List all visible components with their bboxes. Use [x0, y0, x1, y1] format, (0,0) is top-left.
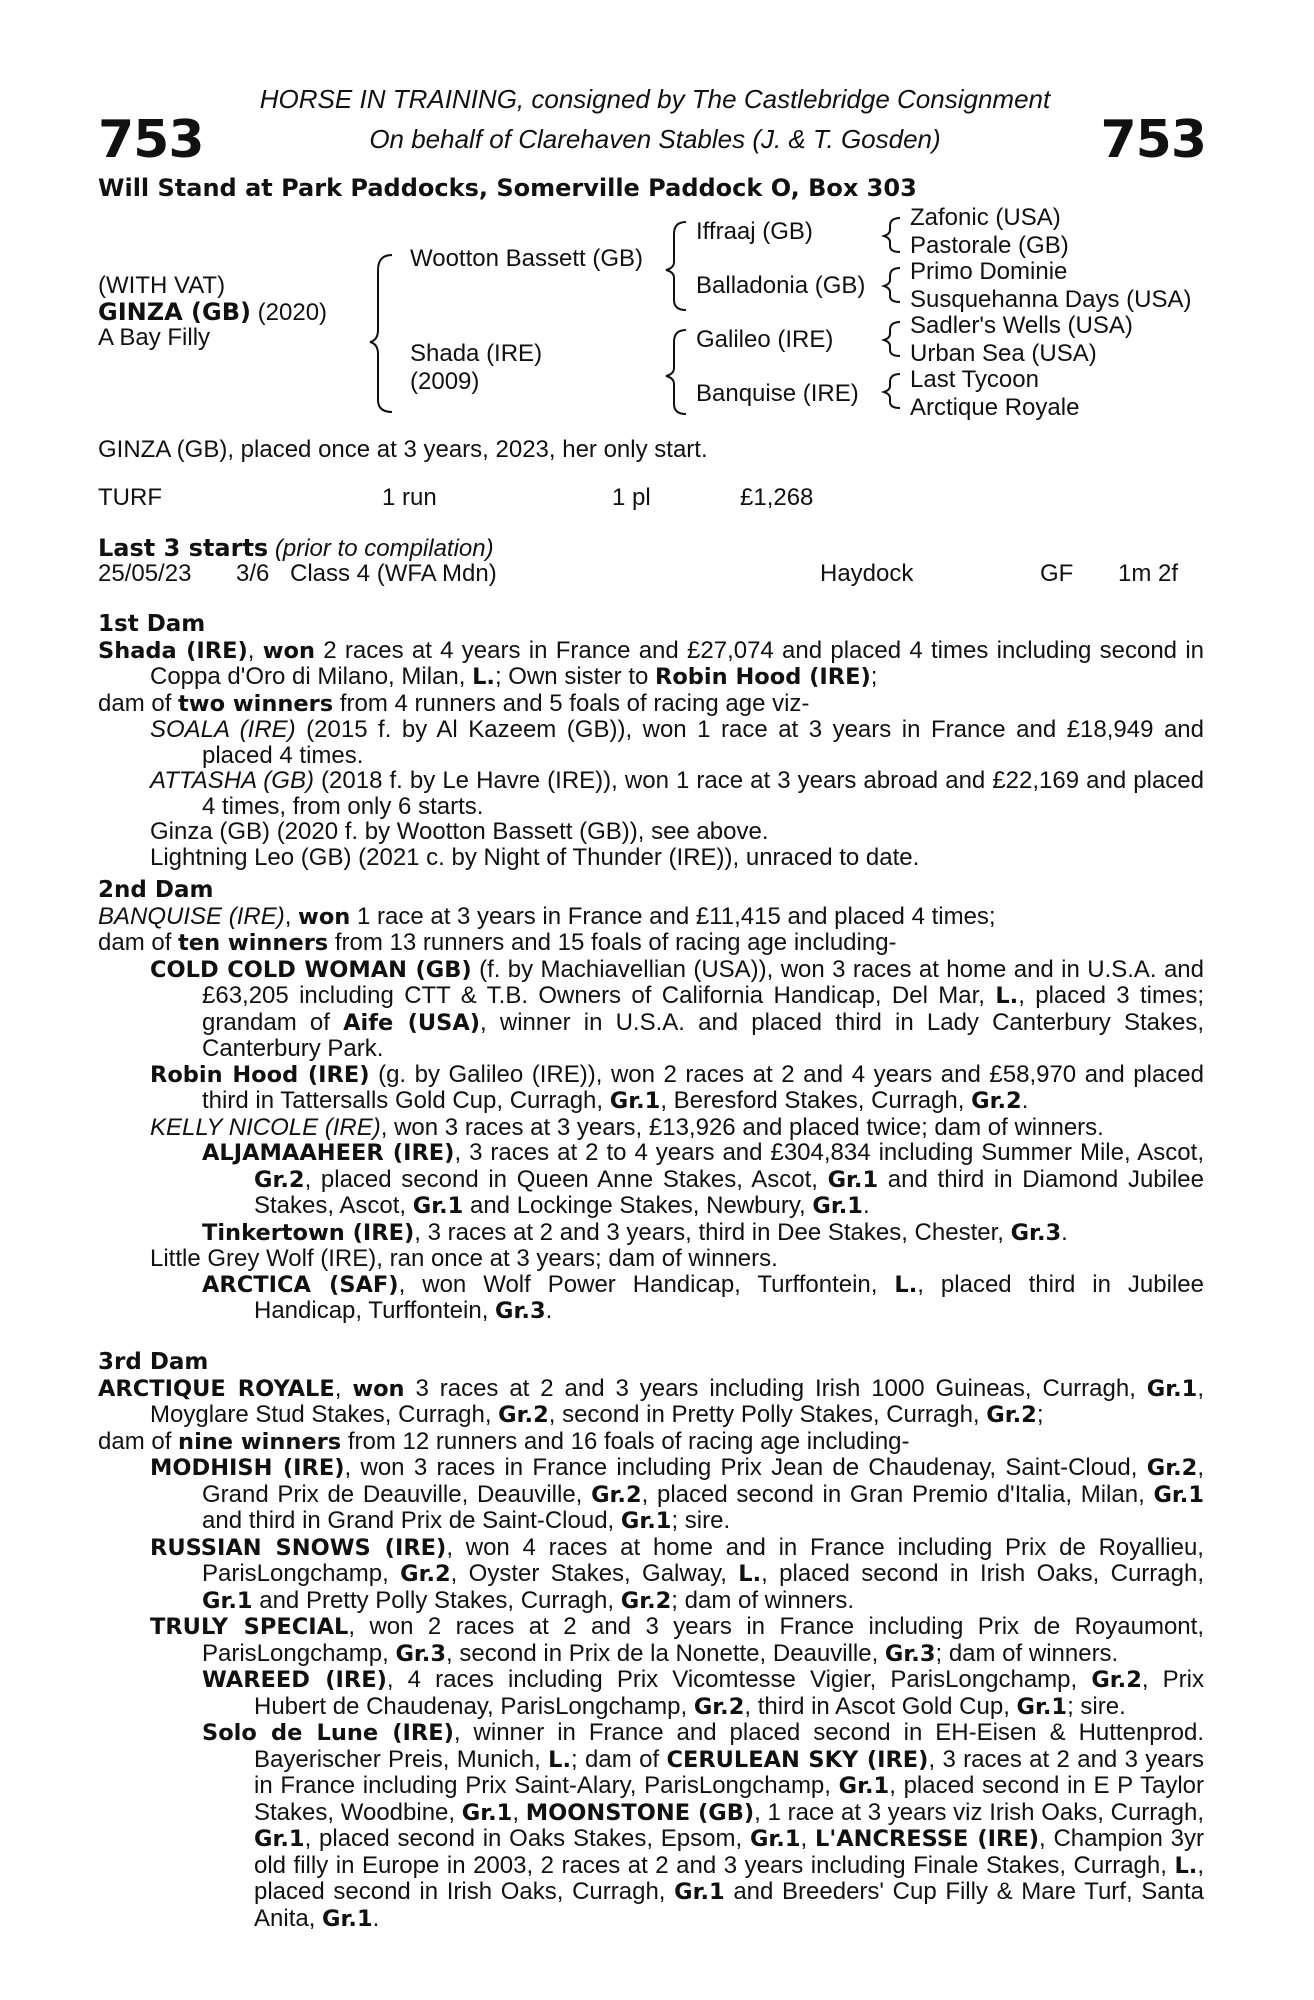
second-dam-section	[98, 878, 1204, 1325]
last-starts-title: Last 3 starts	[98, 534, 269, 562]
pedigree-ddd: Arctique Royale	[910, 394, 1080, 421]
first-dam-heading: 1st Dam	[98, 611, 206, 637]
last-starts-note: (prior to compilation)	[268, 535, 494, 562]
first-dam-record: Shada (IRE), won 2 races at 4 years in France and £27,074 and placed 4 times including second in Coppa d'Oro di Milano, Milan, L.; Own sister to Robin Hood (IRE);	[98, 636, 1204, 690]
second-dam-foal-2: Robin Hood (IRE) (g. by Galileo (IRE)), won 2 races at 2 and 4 years and £58,970 and placed third in Tattersalls Gold Cup, Curragh, Gr.1, Beresford Stakes, Curragh, Gr.2.	[150, 1060, 1204, 1114]
start-race: Class 4 (WFA Mdn)	[290, 560, 497, 587]
pedigree-dam-dam: Banquise (IRE)	[696, 380, 859, 407]
first-dam-foal-2: ATTASHA (GB) (2018 f. by Le Havre (IRE)), won 1 race at 3 years abroad and £22,169 and placed 4 times, from only 6 starts.	[150, 767, 1204, 820]
start-going: GF	[1040, 560, 1074, 587]
second-dam-foal-1: COLD COLD WOMAN (GB) (f. by Machiavellian (USA)), won 3 races at home and in U.S.A. and £63,205 including CTT & T.B. Owners of California Handicap, Del Mar, L., placed 3 times; grandam of Aife (USA), winner in U.S.A. and placed third in Lady Canterbury Stakes, Canterbury Park.	[150, 955, 1205, 1062]
lot-number-left: 753	[98, 110, 204, 170]
pedigree-sire-sire: Iffraaj (GB)	[696, 218, 813, 245]
start-position: 3/6	[236, 560, 270, 587]
pedigree-dam-sire: Galileo (IRE)	[696, 326, 834, 353]
location-line: Will Stand at Park Paddocks, Somerville Paddock O, Box 303	[98, 174, 917, 202]
start-date: 25/05/23	[98, 560, 192, 587]
second-dam-record: BANQUISE (IRE), won 1 race at 3 years in France and £11,415 and placed 4 times;	[98, 902, 996, 930]
pedigree-dam-year: (2009)	[410, 368, 480, 395]
consignment-line: HORSE IN TRAINING, consigned by The Castlebridge Consignment	[259, 84, 1051, 114]
start-course: Haydock	[820, 560, 914, 587]
stats-placed: 1 pl	[612, 484, 651, 511]
pedigree-sds: Primo Dominie	[910, 258, 1068, 285]
horse-name: GINZA (GB)	[98, 298, 251, 326]
pedigree-sire-dam: Balladonia (GB)	[696, 272, 866, 299]
pedigree-braces	[0, 0, 1314, 430]
third-dam-foal-3: TRULY SPECIAL, won 2 races at 2 and 3 years in France including Prix de Royaumont, ParisLongchamp, Gr.3, second in Prix de la Nonette, Deauville, Gr.3; dam of winners.	[150, 1613, 1204, 1667]
third-dam-record: ARCTIQUE ROYALE, won 3 races at 2 and 3 years including Irish 1000 Guineas, Curragh, Gr.1, Moyglare Stud Stakes, Curragh, Gr.2, second in Pretty Polly Stakes, Curragh, Gr.2;	[98, 1374, 1204, 1428]
third-dam-foal-1: MODHISH (IRE), won 3 races in France including Prix Jean de Chaudenay, Saint-Cloud, Gr.2, Grand Prix de Deauville, Deauville, Gr.2, placed second in Gran Premio d'Italia, Milan, Gr.1 and third in Grand Prix de Saint-Cloud, Gr.1; sire.	[150, 1454, 1205, 1534]
start-distance: 1m 2f	[1118, 560, 1179, 587]
pedigree-sire: Wootton Bassett (GB)	[410, 245, 643, 272]
pedigree-ssd: Pastorale (GB)	[910, 232, 1069, 259]
first-dam-foal-4: Lightning Leo (GB) (2021 c. by Night of Thunder (IRE)), unraced to date.	[150, 843, 920, 871]
second-dam-grandfoal-1: ALJAMAAHEER (IRE), 3 races at 2 to 4 years and £304,834 including Summer Mile, Ascot, Gr.2, placed second in Queen Anne Stakes, Ascot, Gr.1 and third in Diamond Jubilee Stakes, Ascot, Gr.1 and Lockinge Stakes, Newbury, Gr.1.	[202, 1139, 1204, 1219]
second-dam-foal-3: KELLY NICOLE (IRE), won 3 races at 3 years, £13,926 and placed twice; dam of winners.	[150, 1113, 1104, 1141]
on-behalf-line: On behalf of Clarehaven Stables (J. & T. Gosden)	[369, 124, 941, 154]
horse-year: (2020)	[250, 299, 328, 326]
pedigree-sdd: Susquehanna Days (USA)	[910, 286, 1192, 313]
pedigree-sss: Zafonic (USA)	[910, 204, 1061, 231]
third-dam-heading: 3rd Dam	[98, 1349, 209, 1375]
last-starts-heading	[98, 534, 494, 563]
first-dam-foal-3: Ginza (GB) (2020 f. by Wootton Bassett (GB)), see above.	[150, 818, 769, 845]
first-dam-section	[98, 612, 1204, 870]
pedigree-dss: Sadler's Wells (USA)	[910, 312, 1133, 339]
second-dam-grandfoal-2: Tinkertown (IRE), 3 races at 2 and 3 years, third in Dee Stakes, Chester, Gr.3.	[202, 1218, 1068, 1246]
lot-number-right: 753	[1100, 110, 1206, 170]
second-dam-produce-intro: dam of ten winners from 13 runners and 15 foals of racing age including-	[98, 929, 897, 956]
third-dam-foal-2: RUSSIAN SNOWS (IRE), won 4 races at home and in France including Prix de Royallieu, ParisLongchamp, Gr.2, Oyster Stakes, Galway, L., placed second in Irish Oaks, Curragh, Gr.1 and Pretty Polly Stakes, Curragh, Gr.2; dam of winners.	[150, 1533, 1204, 1614]
horse-description: A Bay Filly	[98, 324, 211, 351]
stats-runs: 1 run	[382, 484, 437, 511]
first-dam-produce-intro: dam of two winners from 4 runners and 5 foals of racing age viz-	[98, 689, 810, 717]
second-dam-grandfoal-3: ARCTICA (SAF), won Wolf Power Handicap, Turffontein, L., placed third in Jubilee Handicap, Turffontein, Gr.3.	[202, 1270, 1204, 1324]
second-dam-heading: 2nd Dam	[98, 877, 214, 903]
third-dam-grandfoal-1: WAREED (IRE), 4 races including Prix Vicomtesse Vigier, ParisLongchamp, Gr.2, Prix Hubert de Chaudenay, ParisLongchamp, Gr.2, third in Ascot Gold Cup, Gr.1; sire.	[202, 1666, 1204, 1720]
third-dam-produce-intro: dam of nine winners from 12 runners and 16 foals of racing age including-	[98, 1427, 910, 1455]
third-dam-section	[98, 1350, 1204, 1932]
second-dam-foal-4: Little Grey Wolf (IRE), ran once at 3 years; dam of winners.	[150, 1245, 778, 1272]
pedigree-dds: Last Tycoon	[910, 366, 1039, 393]
vat-note: (WITH VAT)	[98, 272, 226, 299]
pedigree-dsd: Urban Sea (USA)	[910, 340, 1097, 367]
stats-surface: TURF	[98, 484, 162, 511]
stats-earnings: £1,268	[740, 484, 814, 511]
third-dam-grandfoal-2: Solo de Lune (IRE), winner in France and placed second in EH-Eisen & Huttenprod. Bayerischer Preis, Munich, L.; dam of CERULEAN SKY (IRE), 3 races at 2 and 3 years in France including Prix Saint-Alary, ParisLongchamp, Gr.1, placed second in E P Taylor Stakes, Woodbine, Gr.1, MOONSTONE (GB), 1 race at 3 years viz Irish Oaks, Curragh, Gr.1, placed second in Oaks Stakes, Epsom, Gr.1, L'ANCRESSE (IRE), Champion 3yr old filly in Europe in 2003, 2 races at 2 and 3 years including Finale Stakes, Curragh, L., placed second in Irish Oaks, Curragh, Gr.1 and Breeders' Cup Filly & Mare Turf, Santa Anita, Gr.1.	[202, 1719, 1205, 1932]
first-dam-foal-1: SOALA (IRE) (2015 f. by Al Kazeem (GB)), won 1 race at 3 years in France and £18,949 and placed 4 times.	[150, 716, 1204, 769]
pedigree-dam: Shada (IRE)	[410, 340, 543, 367]
racing-summary: GINZA (GB), placed once at 3 years, 2023, her only start.	[98, 436, 708, 463]
